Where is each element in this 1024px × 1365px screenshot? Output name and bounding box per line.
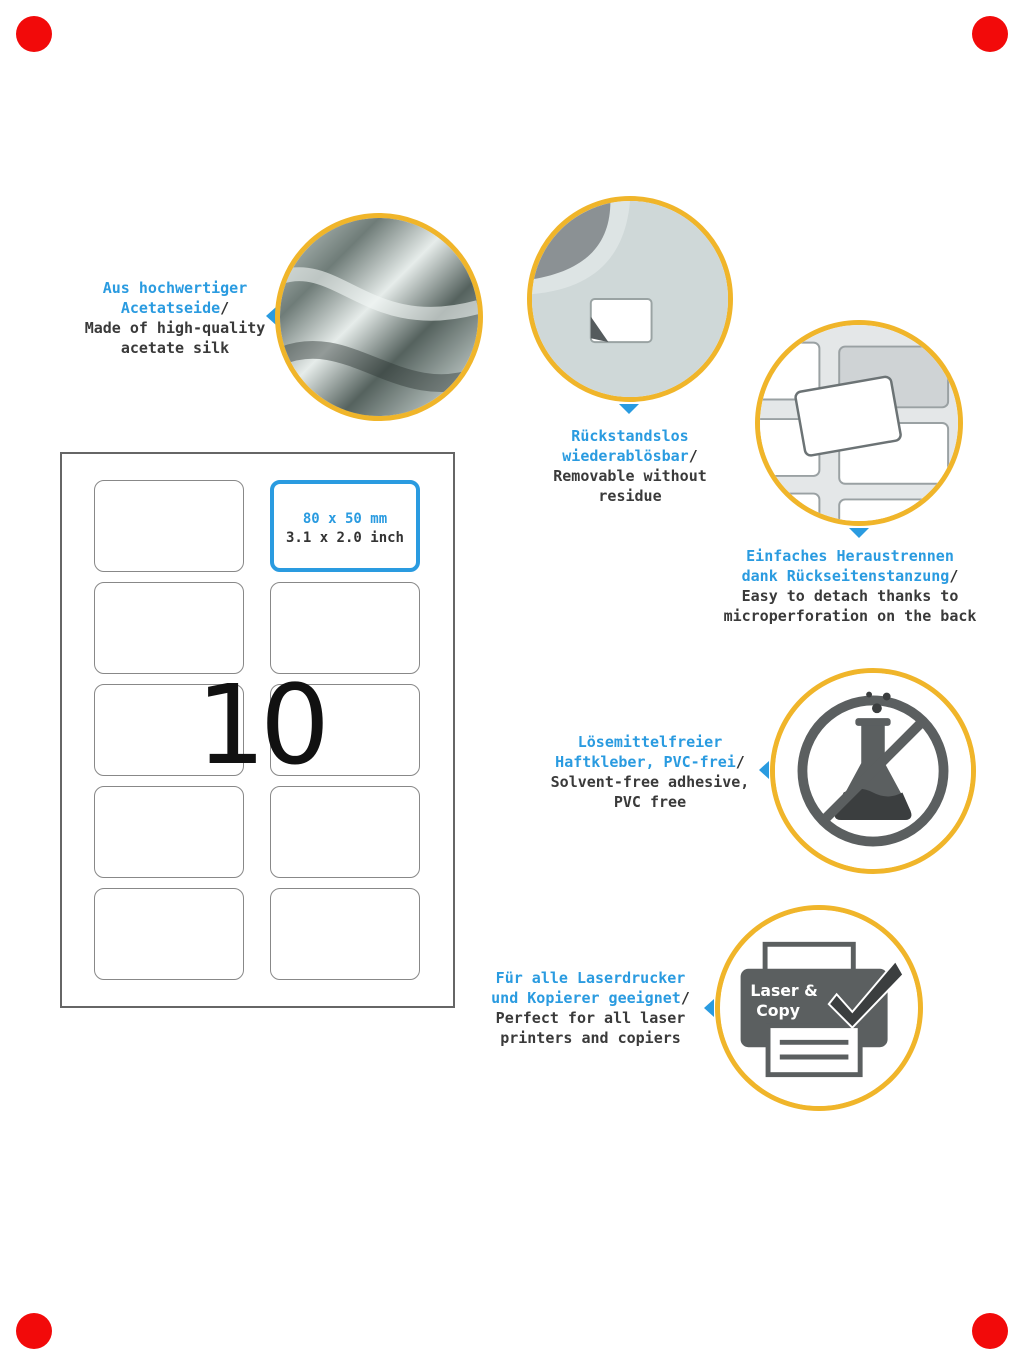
feature-removable-pointer [619,404,639,414]
label-count: 10 [196,661,324,789]
perforated-labels-icon [755,320,963,526]
feature-removable-de-line1: Rückstandslos [571,427,689,445]
feature-removable-en-line2: residue [598,487,662,505]
feature-detach-de-line1: Einfaches Heraustrennen [746,547,954,565]
feature-laser-de-line1: Für alle Laserdrucker [495,969,686,987]
feature-detach-en-line1: Easy to detach thanks to [741,587,959,605]
laser-printer-icon [715,905,923,1111]
feature-detach-de-line2: dank Rückseitenstanzung [741,567,950,585]
feature-solvent-en-line2: PVC free [613,793,687,811]
corner-marker-bottom-right [972,1313,1008,1349]
feature-laser-pointer [704,999,714,1017]
printer-label-line1: Laser & [750,981,818,1001]
feature-removable-de-line2: wiederablösbar [562,447,689,465]
label-slot-highlighted [270,480,420,572]
feature-silk-de-line1: Aus hochwertiger [102,279,248,297]
feature-solvent-text: Lösemittelfreier Haftkleber, PVC-frei/ Solvent-free adhesive, PVC free [535,732,765,812]
feature-laser-text: Für alle Laserdrucker und Kopierer geeignet/ Perfect for all laser printers and copiers [478,968,703,1048]
feature-laser-en-line2: printers and copiers [500,1029,681,1047]
label-slot-8 [270,786,420,878]
feature-detach-en-line2: microperforation on the back [723,607,977,625]
feature-detach-text: Einfaches Heraustrennen dank Rückseitenstanzung/ Easy to detach thanks to microperforation on the back [710,546,990,626]
feature-laser-en-line1: Perfect for all laser [495,1009,686,1027]
label-slot-1 [94,480,244,572]
feature-detach-pointer [849,528,869,538]
feature-solvent-pointer [759,761,769,779]
no-chemicals-icon [770,668,976,874]
feature-silk-en-line1: Made of high-quality [84,319,266,337]
feature-silk-text: Aus hochwertiger Acetatseide/ Made of high-quality acetate silk [70,278,280,358]
label-slot-10 [270,888,420,980]
label-dimensions [274,510,416,548]
label-size-inch: 3.1 x 2.0 inch [285,530,404,546]
feature-solvent-de-line1: Lösemittelfreier [577,733,723,751]
feature-silk-de-line2: Acetatseide [120,299,221,317]
feature-solvent-en-line1: Solvent-free adhesive, [550,773,750,791]
feature-laser-de-line2: und Kopierer geeignet [491,989,681,1007]
feature-solvent-de-line2: Haftkleber, PVC-frei [555,753,736,771]
feature-removable-en-line1: Removable without [553,467,707,485]
corner-marker-bottom-left [16,1313,52,1349]
feature-silk-en-line2: acetate silk [120,339,230,357]
label-slot-9 [94,888,244,980]
printer-label-line2: Copy [756,1000,800,1020]
label-slot-7 [94,786,244,878]
corner-marker-top-left [16,16,52,52]
silk-texture-icon [275,213,483,421]
feature-removable-text: Rückstandslos wiederablösbar/ Removable without residue [520,426,740,506]
tshirt-label-icon [527,196,733,402]
label-size-mm: 80 x 50 mm [302,511,388,527]
corner-marker-top-right [972,16,1008,52]
